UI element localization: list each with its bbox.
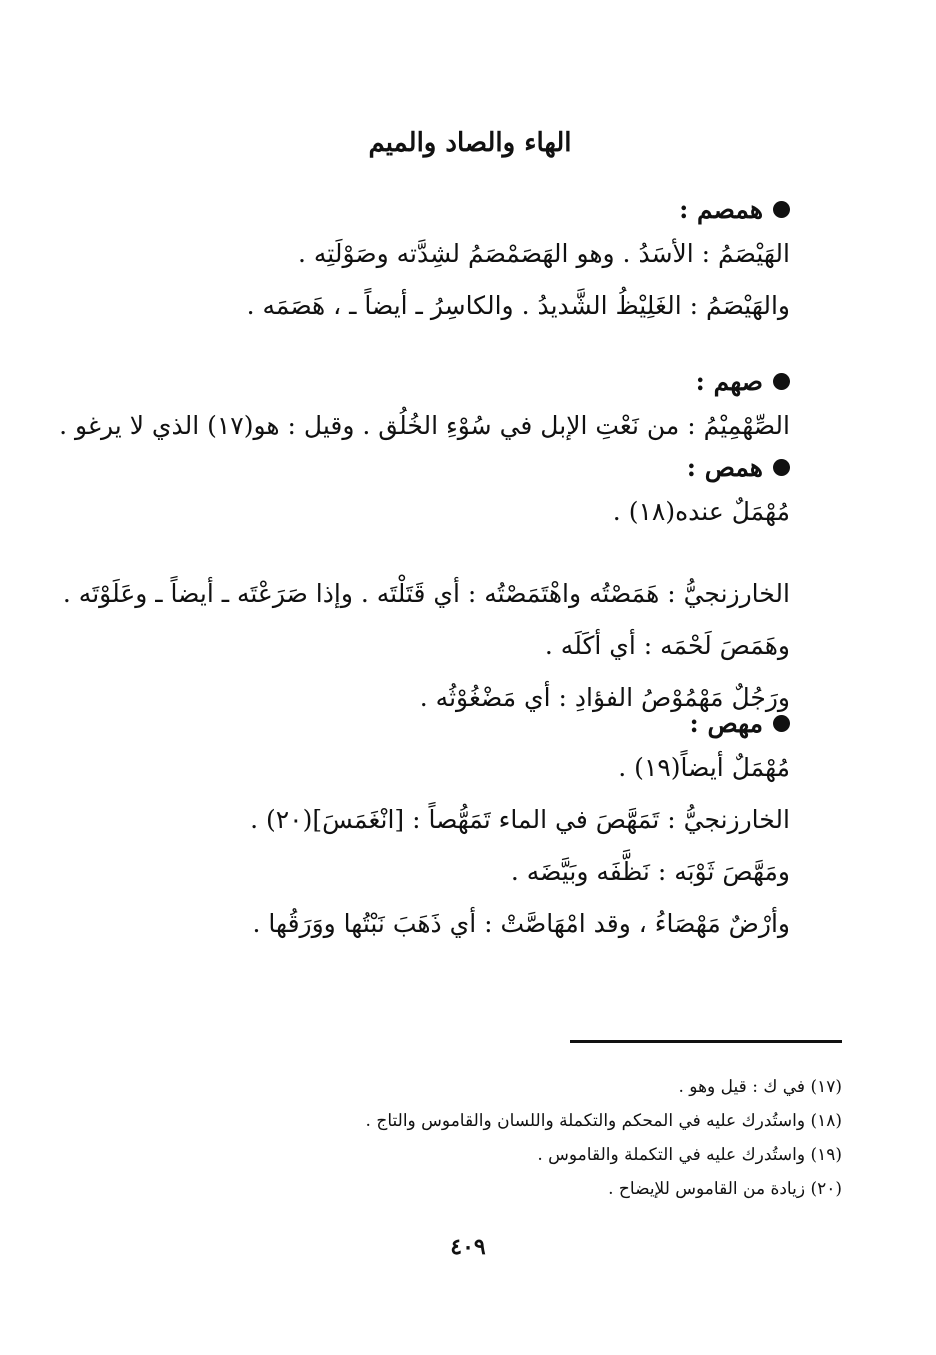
paragraph-gap [130, 538, 790, 568]
entry-hmsm [130, 190, 790, 332]
entry-heading-text: همص : [686, 452, 763, 482]
entry-heading [130, 190, 790, 228]
entry-heading-text: همصم : [679, 194, 763, 224]
chapter-title: الهاء والصاد والميم [368, 128, 572, 158]
bullet-icon [773, 459, 790, 476]
footnote: (١٩) واستُدرك عليه في التكملة والقاموس . [537, 1145, 842, 1165]
entry-line: وأرْضٌ مَهْصَاءُ ، وقد امْهَاصَّتْ : أي ذَهَبَ نَبْتُها ووَرَقُها . [252, 909, 790, 938]
bullet-icon [773, 373, 790, 390]
footnote-divider [570, 1040, 842, 1043]
entry-line: الهَيْصَمُ : الأسَدُ . وهو الهَصَمْصَمُ لشِدَّته وصَوْلَتِه . [297, 239, 790, 268]
entry-line: الخارزنجيُّ : هَمَصْتُه واهْتَمَصْتُه : أي قَتَلْتَه . وإذا صَرَعْتَه ـ أيضاً ـ وعَلَوْتَه . [62, 579, 790, 608]
entry-heading [130, 448, 790, 486]
footnotes [282, 1070, 842, 1206]
entry-mhs [130, 704, 790, 950]
page-number: ٤٠٩ [450, 1234, 486, 1260]
footnote: (١٨) واستُدرك عليه في المحكم والتكملة واللسان والقاموس والتاج . [365, 1111, 842, 1131]
entry-line: ورَجُلٌ مَهْمُوْصُ الفؤادِ : أي مَضْغُوْثُه . [419, 683, 790, 712]
entry-line: الصِّهْمِيْمُ : من نَعْتِ الإبل في سُوْءِ الخُلُق . وقيل : هو(١٧) الذي لا يرغو . [59, 411, 790, 440]
entry-heading-text: مهص : [689, 708, 763, 738]
entry-line: الخارزنجيُّ : تَمَهَّصَ في الماء تَمَهُّصاً : [انْغَمَسَ](٢٠) . [250, 805, 790, 834]
entry-line: والهَيْصَمُ : الغَلِيْظُ الشَّديدُ . والكاسِرُ ـ أيضاً ـ ، هَصَمَه . [246, 291, 790, 320]
bullet-icon [773, 201, 790, 218]
entry-heading [130, 704, 790, 742]
entry-heading-text: صهم : [695, 366, 763, 396]
footnote: (٢٠) زيادة من القاموس للإيضاح . [608, 1179, 842, 1199]
entry-line: ومَهَّصَ ثَوْبَه : نَظَّفَه وبَيَّضَه . [510, 857, 790, 886]
entry-line: وهَمَصَ لَحْمَه : أي أكَلَه . [544, 631, 790, 660]
footnote: (١٧) في ك : قيل وهو . [678, 1077, 842, 1097]
bullet-icon [773, 715, 790, 732]
entry-heading [130, 362, 790, 400]
entry-line: مُهْمَلٌ أيضاً(١٩) . [618, 753, 790, 782]
entry-shm [59, 362, 790, 452]
entry-hms [62, 448, 790, 724]
entry-line: مُهْمَلٌ عنده(١٨) . [612, 497, 790, 526]
